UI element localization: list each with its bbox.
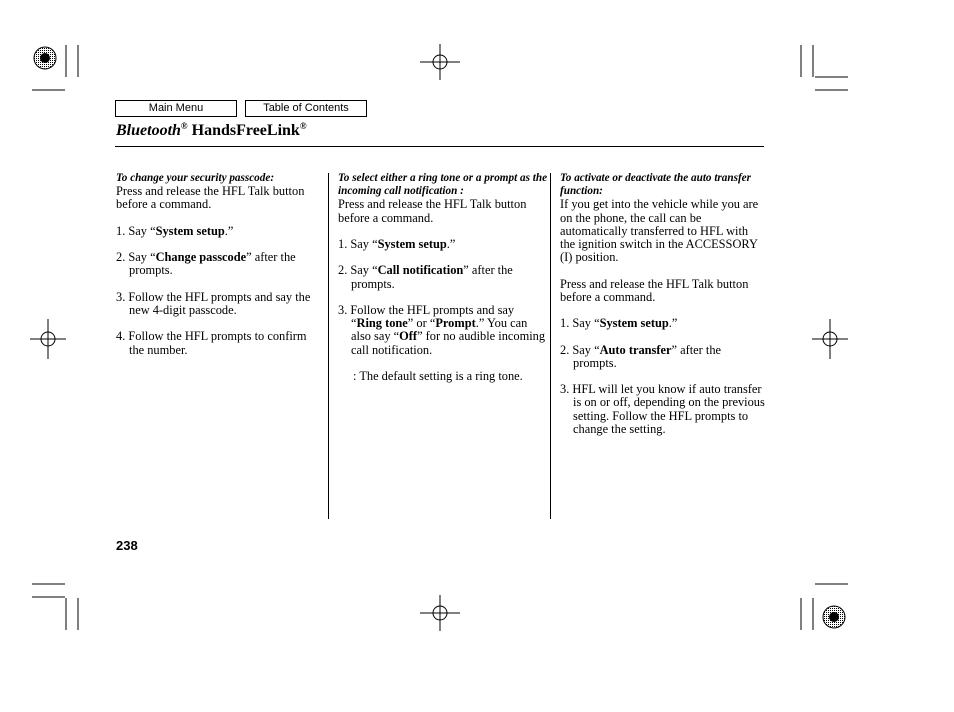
sunburst-target-icon	[34, 47, 56, 69]
voice-command: Call notification	[377, 263, 464, 278]
voice-command: System setup	[599, 316, 669, 331]
instruction-text: Press and release the HFL Talk button before a command.	[116, 184, 305, 212]
instruction-text: Press and release the HFL Talk button before a command.	[338, 197, 527, 225]
section-heading: To activate or deactivate the auto transfer function:	[560, 172, 751, 198]
page-title	[116, 121, 307, 141]
title-rule	[115, 146, 764, 147]
step-item: 1. Say “System setup.”	[116, 223, 234, 238]
step-item: 1. Say “System setup.”	[338, 237, 456, 251]
registered-mark: ®	[299, 121, 307, 131]
registered-mark: ®	[180, 121, 188, 131]
ring-tone-section	[338, 172, 548, 383]
crosshair-mark-icon	[420, 595, 460, 631]
step-item: 1. Say “System setup.”	[560, 316, 678, 331]
step-item: 4. Follow the HFL prompts to confirm the number.	[116, 329, 307, 357]
step-item: 3. Follow the HFL prompts and say “Ring tone” or “Prompt.” You can also say “Off” for no audible incoming call notification.	[338, 302, 546, 357]
voice-command: Prompt	[435, 316, 476, 331]
page-number: 238	[116, 538, 138, 553]
steps-list	[116, 225, 324, 357]
step-item: 2. Say “Call notification” after the prompts.	[338, 263, 513, 291]
voice-command: Ring tone	[356, 316, 408, 331]
step-item: 2. Say “Change passcode” after the prompts.	[116, 250, 296, 278]
title-bluetooth: Bluetooth	[116, 122, 181, 139]
section-heading: To change your security passcode:	[116, 172, 275, 184]
column-divider	[328, 173, 329, 519]
steps-list	[338, 238, 548, 357]
sunburst-target-icon	[823, 606, 845, 628]
step-item: 3. Follow the HFL prompts and say the new 4-digit passcode.	[116, 289, 311, 317]
voice-command: System setup	[377, 237, 447, 251]
crosshair-mark-icon	[30, 319, 66, 359]
voice-command: System setup	[155, 223, 225, 238]
auto-transfer-section	[560, 172, 766, 449]
step-item: 3. HFL will let you know if auto transfer is on or off, depending on the previous setting. Follow the HFL prompts to change the setting.	[560, 382, 765, 436]
table-of-contents-button[interactable]: Table of Contents	[245, 100, 367, 117]
instruction-text: Press and release the HFL Talk button before a command.	[560, 276, 749, 304]
instruction-text: If you get into the vehicle while you are on the phone, the call can be automatically transferred to HFL with the ignition switch in the ACCESSORY (I) position.	[560, 197, 759, 265]
column-divider	[550, 173, 551, 519]
crosshair-mark-icon	[812, 319, 848, 359]
title-handsfreelink: HandsFreeLink	[187, 122, 300, 139]
voice-command: Off	[399, 329, 418, 344]
voice-command: Auto transfer	[599, 342, 672, 357]
steps-list	[560, 317, 766, 436]
section-heading: To select either a ring tone or a prompt as the incoming call notification :	[338, 172, 548, 198]
voice-command: Change passcode	[155, 250, 247, 265]
step-item: 2. Say “Auto transfer” after the prompts.	[560, 342, 722, 370]
security-passcode-section	[116, 172, 324, 370]
crosshair-mark-icon	[420, 44, 460, 80]
default-setting-note: : The default setting is a ring tone.	[353, 368, 523, 383]
main-menu-button[interactable]: Main Menu	[115, 100, 237, 117]
